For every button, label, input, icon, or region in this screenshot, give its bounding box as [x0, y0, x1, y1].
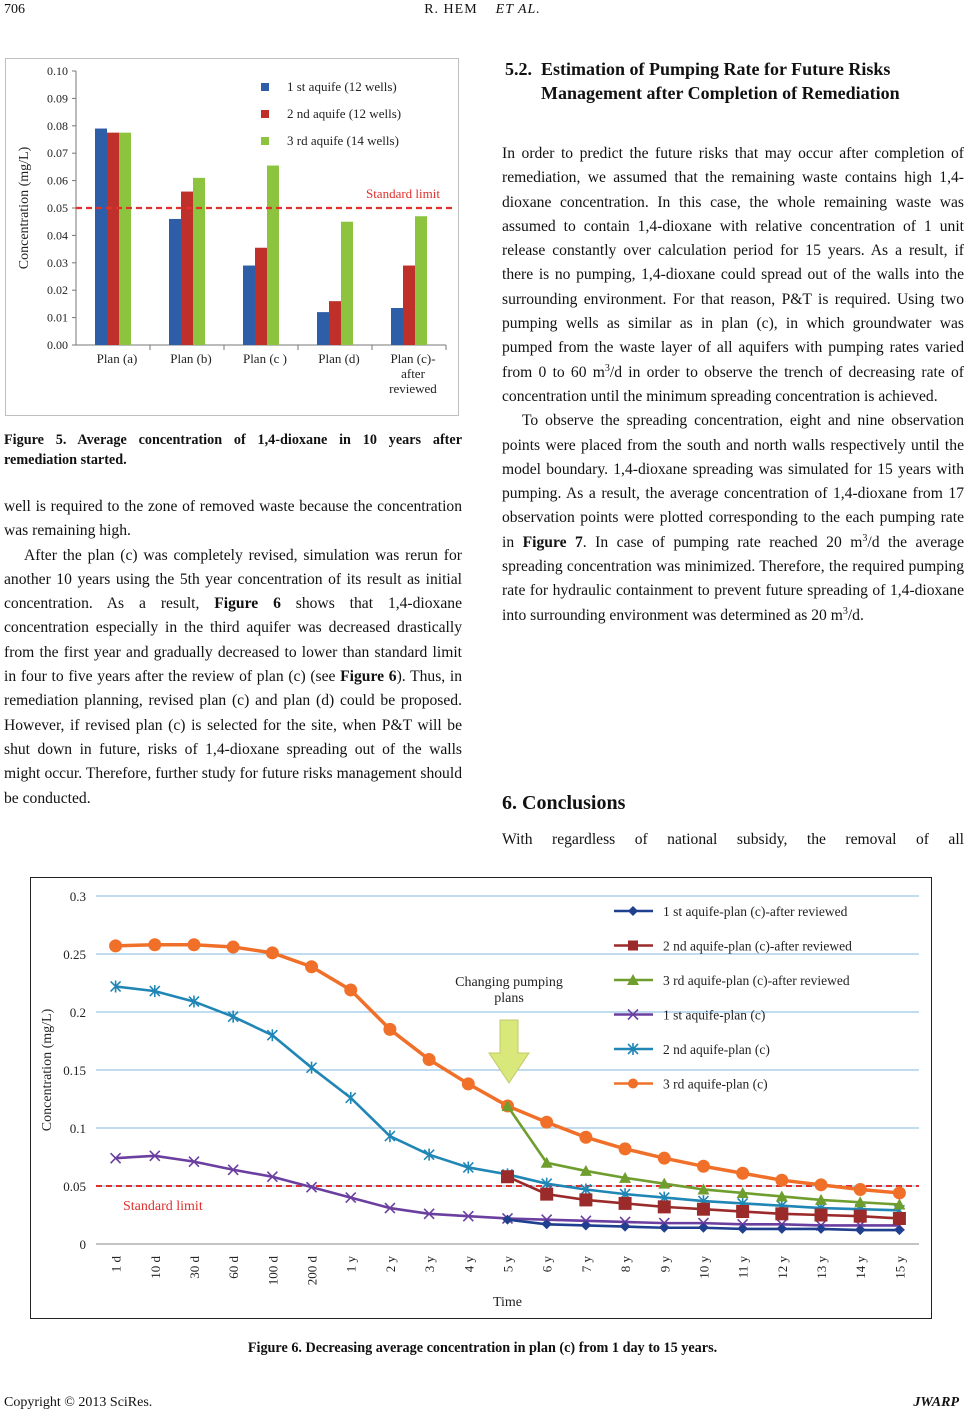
y-tick-label: 0.10	[47, 64, 68, 78]
data-point	[266, 946, 279, 959]
x-tick-label: 200 d	[304, 1256, 320, 1286]
legend-label: 2 nd aquife-plan (c)	[663, 1042, 770, 1057]
section-number: 5.2.	[505, 59, 532, 79]
data-point	[854, 1183, 867, 1196]
data-point	[501, 1170, 514, 1183]
bar	[403, 266, 415, 345]
data-point	[344, 983, 357, 996]
data-point	[503, 1215, 513, 1225]
data-point	[540, 1116, 553, 1129]
x-tick-label: reviewed	[389, 381, 437, 396]
y-tick-label: 0.00	[47, 338, 68, 352]
data-point	[697, 1160, 710, 1173]
data-point	[619, 1142, 632, 1155]
x-tick-label: 9 y	[657, 1256, 673, 1273]
data-point	[736, 1205, 749, 1218]
x-tick-label: 12 y	[774, 1256, 790, 1279]
y-tick-label: 0.05	[63, 1179, 86, 1194]
standard-limit-label: Standard limit	[123, 1199, 203, 1214]
data-point	[383, 1023, 396, 1036]
y-tick-label: 0.2	[69, 1005, 86, 1020]
data-point	[658, 1200, 671, 1213]
legend-label: 3 rd aquife-plan (c)	[663, 1076, 768, 1092]
conclusions-text: With regardless of national subsidy, the removal of all	[502, 831, 964, 848]
data-point	[148, 938, 161, 951]
bar	[95, 129, 107, 345]
legend-label: 3 rd aquife-plan (c)-after reviewed	[663, 973, 850, 988]
data-point	[540, 1188, 553, 1201]
legend-label: 3 rd aquife (14 wells)	[287, 133, 399, 148]
annotation-text: plans	[494, 991, 524, 1006]
data-point	[423, 1053, 436, 1066]
legend-swatch	[261, 137, 269, 145]
data-point	[628, 1079, 638, 1089]
data-point	[619, 1197, 632, 1210]
x-tick-label: 15 y	[892, 1256, 908, 1279]
running-header	[0, 2, 965, 18]
bar	[181, 192, 193, 345]
x-tick-label: Plan (c)-	[390, 351, 436, 366]
header-et-al: ET AL.	[495, 2, 541, 17]
x-tick-label: 5 y	[500, 1256, 516, 1273]
data-point	[854, 1210, 867, 1223]
legend-label: 1 st aquife (12 wells)	[287, 79, 397, 94]
header-authors: R. HEM	[424, 2, 478, 17]
y-tick-label: 0.25	[63, 947, 86, 962]
data-point	[736, 1167, 749, 1180]
data-point	[893, 1186, 906, 1199]
x-tick-label: 11 y	[735, 1256, 751, 1279]
data-point	[579, 1193, 592, 1206]
standard-limit-label: Standard limit	[365, 186, 440, 201]
data-point	[893, 1212, 906, 1225]
y-tick-label: 0.06	[47, 173, 68, 188]
data-point	[815, 1178, 828, 1191]
left-paragraph-2: After the plan (c) was completely revised, simulation was rerun for another 10 years using the 5th year concentration of its result as initial concentration. As a result, Figure 6 shows that 1,4-dioxane concentration especially in the third aquifer was decreased drastically from the first year and gradually decreased to lower than standard limit in four to five years after the review of plan (c) (see Figure 6). Thus, in remediation planning, revised plan (c) and plan (d) could be proposed. However, if revised plan (c) is selected for the site, when P&T will be shut down in future, risks of 1,4-dioxane spreading out of the walls might occur. Therefore, further study for future risks management should be conducted.	[4, 546, 463, 807]
figure6-reference-link-2[interactable]: Figure 6	[340, 668, 397, 686]
bar	[193, 178, 205, 345]
bar	[341, 222, 353, 345]
bar	[317, 312, 329, 345]
x-tick-label: after	[401, 366, 425, 381]
section-title: Estimation of Pumping Rate for Future Risks Management after Completion of Remediation	[541, 59, 900, 103]
y-tick-label: 0.05	[47, 201, 68, 215]
right-paragraph-2: To observe the spreading concentration, eight and nine observation points were placed from the south and north walls respectively until the model boundary. 1,4-dioxane spreading was simulated for 15 years with pumping. As a result, the average concentration of 1,4-dioxane from 17 observation points were plotted corresponding to the each pumping rate in Figure 7. In case of pumping rate reached 20 $m^3/d$ the average spreading concentration was minimized. Therefore, the required pumping rate for hydraulic containment to prevent future spreading of 1,4-dioxane into surrounding environment was determined as 20 $m^3/d$.	[502, 412, 965, 624]
data-point	[385, 1130, 395, 1142]
y-tick-label: 0.01	[47, 310, 68, 325]
footer-copyright: Copyright © 2013 SciRes.	[4, 1395, 153, 1410]
x-tick-label: 30 d	[186, 1256, 202, 1279]
legend-label: 1 st aquife-plan (c)-after reviewed	[663, 904, 848, 919]
data-point	[697, 1203, 710, 1216]
x-tick-label: 10 d	[147, 1256, 163, 1279]
conclusions-heading: 6. Conclusions	[502, 792, 626, 814]
data-point	[579, 1131, 592, 1144]
bar	[329, 301, 341, 345]
data-point	[628, 941, 638, 951]
x-tick-label: 2 y	[382, 1256, 398, 1273]
data-point	[815, 1209, 828, 1222]
y-tick-label: 0.02	[47, 283, 68, 298]
data-point	[307, 1062, 317, 1074]
data-point	[346, 1092, 356, 1104]
x-tick-label: 4 y	[461, 1256, 477, 1273]
x-tick-label: Plan (c )	[242, 351, 288, 366]
bar	[391, 308, 403, 345]
x-tick-label: 8 y	[618, 1256, 634, 1273]
data-point	[462, 1077, 475, 1090]
data-point	[267, 1029, 277, 1041]
figure5-bar-chart	[6, 59, 458, 415]
bar	[415, 216, 427, 345]
y-tick-label: 0.09	[47, 91, 68, 106]
bar	[119, 133, 131, 345]
bar	[243, 266, 255, 345]
legend-label: 2 nd aquife-plan (c)-after reviewed	[663, 938, 852, 954]
x-tick-label: Plan (b)	[170, 351, 212, 366]
data-point	[109, 939, 122, 952]
x-tick-label: 1 d	[108, 1256, 124, 1273]
legend-swatch	[261, 110, 269, 118]
x-tick-label: 100 d	[265, 1256, 281, 1286]
figure6-caption: Figure 6. Decreasing average concentration in plan (c) from 1 day to 15 years.	[247, 1340, 718, 1356]
x-axis-label: Time	[492, 1295, 523, 1310]
x-tick-label: 1 y	[343, 1256, 359, 1273]
x-tick-label: 6 y	[539, 1256, 555, 1273]
x-tick-label: 3 y	[422, 1256, 438, 1273]
y-tick-label: 0	[79, 1237, 86, 1252]
data-point	[628, 906, 638, 916]
left-column-text	[4, 495, 462, 811]
x-tick-label: Plan (a)	[96, 351, 138, 366]
data-point	[305, 960, 318, 973]
data-point	[775, 1207, 788, 1220]
bar	[267, 166, 279, 345]
figure5-chart-frame	[5, 58, 459, 416]
figure6-reference-link[interactable]: Figure 6	[214, 595, 281, 613]
x-tick-label: 7 y	[578, 1256, 594, 1273]
figure6-chart-frame	[30, 877, 932, 1319]
x-tick-label: Plan (d)	[318, 351, 360, 366]
y-axis-label: Concentration (mg/L)	[40, 1008, 55, 1132]
y-tick-label: 0.08	[47, 118, 68, 133]
bar	[169, 219, 181, 345]
y-tick-label: 0.3	[69, 889, 86, 904]
right-paragraph-1: In order to predict the future risks that may occur after completion of remediation, we assumed that the remaining waste contains high 1,4-dioxane concentration. In this case, the whole remaining waste was assumed to contain 1,4-dioxane with relative concentration of 1 unit release constantly over calculation period for 15 years. As a result, if there is no pumping, 1,4-dioxane could spread out of the walls into the surrounding environment. For that reason, P&T is required. Using two pumping wells as similar as in plan (c), in which groundwater was pumped from the waste layer of all aquifers with pumping rates varied from 0 to 60 $m^3/d$ in order to observe the trench of decreasing rate of concentration until the minimum spreading concentration is achieved.	[502, 145, 965, 405]
figure6-line-chart	[31, 878, 931, 1318]
x-tick-label: 10 y	[696, 1256, 712, 1279]
x-tick-label: 14 y	[853, 1256, 869, 1279]
left-paragraph-1: well is required to the zone of removed waste because the concentration was remaining high.	[4, 498, 462, 540]
page-number: 706	[4, 2, 25, 17]
data-point	[658, 1152, 671, 1165]
annotation-text: Changing pumping	[455, 975, 563, 990]
changing-plans-arrow-icon	[489, 1020, 529, 1083]
series-2	[502, 1100, 906, 1210]
legend-label: 2 nd aquife (12 wells)	[287, 106, 402, 121]
y-tick-label: 0.03	[47, 255, 68, 270]
y-tick-label: 0.1	[69, 1121, 86, 1136]
y-tick-label: 0.15	[63, 1063, 86, 1078]
figure5-caption: Figure 5. Average concentration of 1,4-dioxane in 10 years after remediation started.	[4, 432, 462, 468]
y-tick-label: 0.04	[47, 228, 68, 243]
bar	[255, 248, 267, 345]
right-column-text	[502, 142, 964, 628]
legend-label: 1 st aquife-plan (c)	[663, 1007, 766, 1023]
bar	[107, 133, 119, 345]
x-tick-label: 60 d	[226, 1256, 242, 1279]
legend-swatch	[261, 83, 269, 91]
y-axis-label: Concentration (mg/L)	[17, 146, 32, 270]
data-point	[227, 941, 240, 954]
section-5-2-heading	[505, 57, 945, 105]
data-point	[775, 1174, 788, 1187]
x-tick-label: 13 y	[814, 1256, 830, 1279]
figure7-reference-link[interactable]: Figure 7	[522, 533, 583, 551]
data-point	[187, 938, 200, 951]
y-tick-label: 0.07	[47, 146, 68, 161]
footer-journal: JWARP	[913, 1395, 959, 1410]
